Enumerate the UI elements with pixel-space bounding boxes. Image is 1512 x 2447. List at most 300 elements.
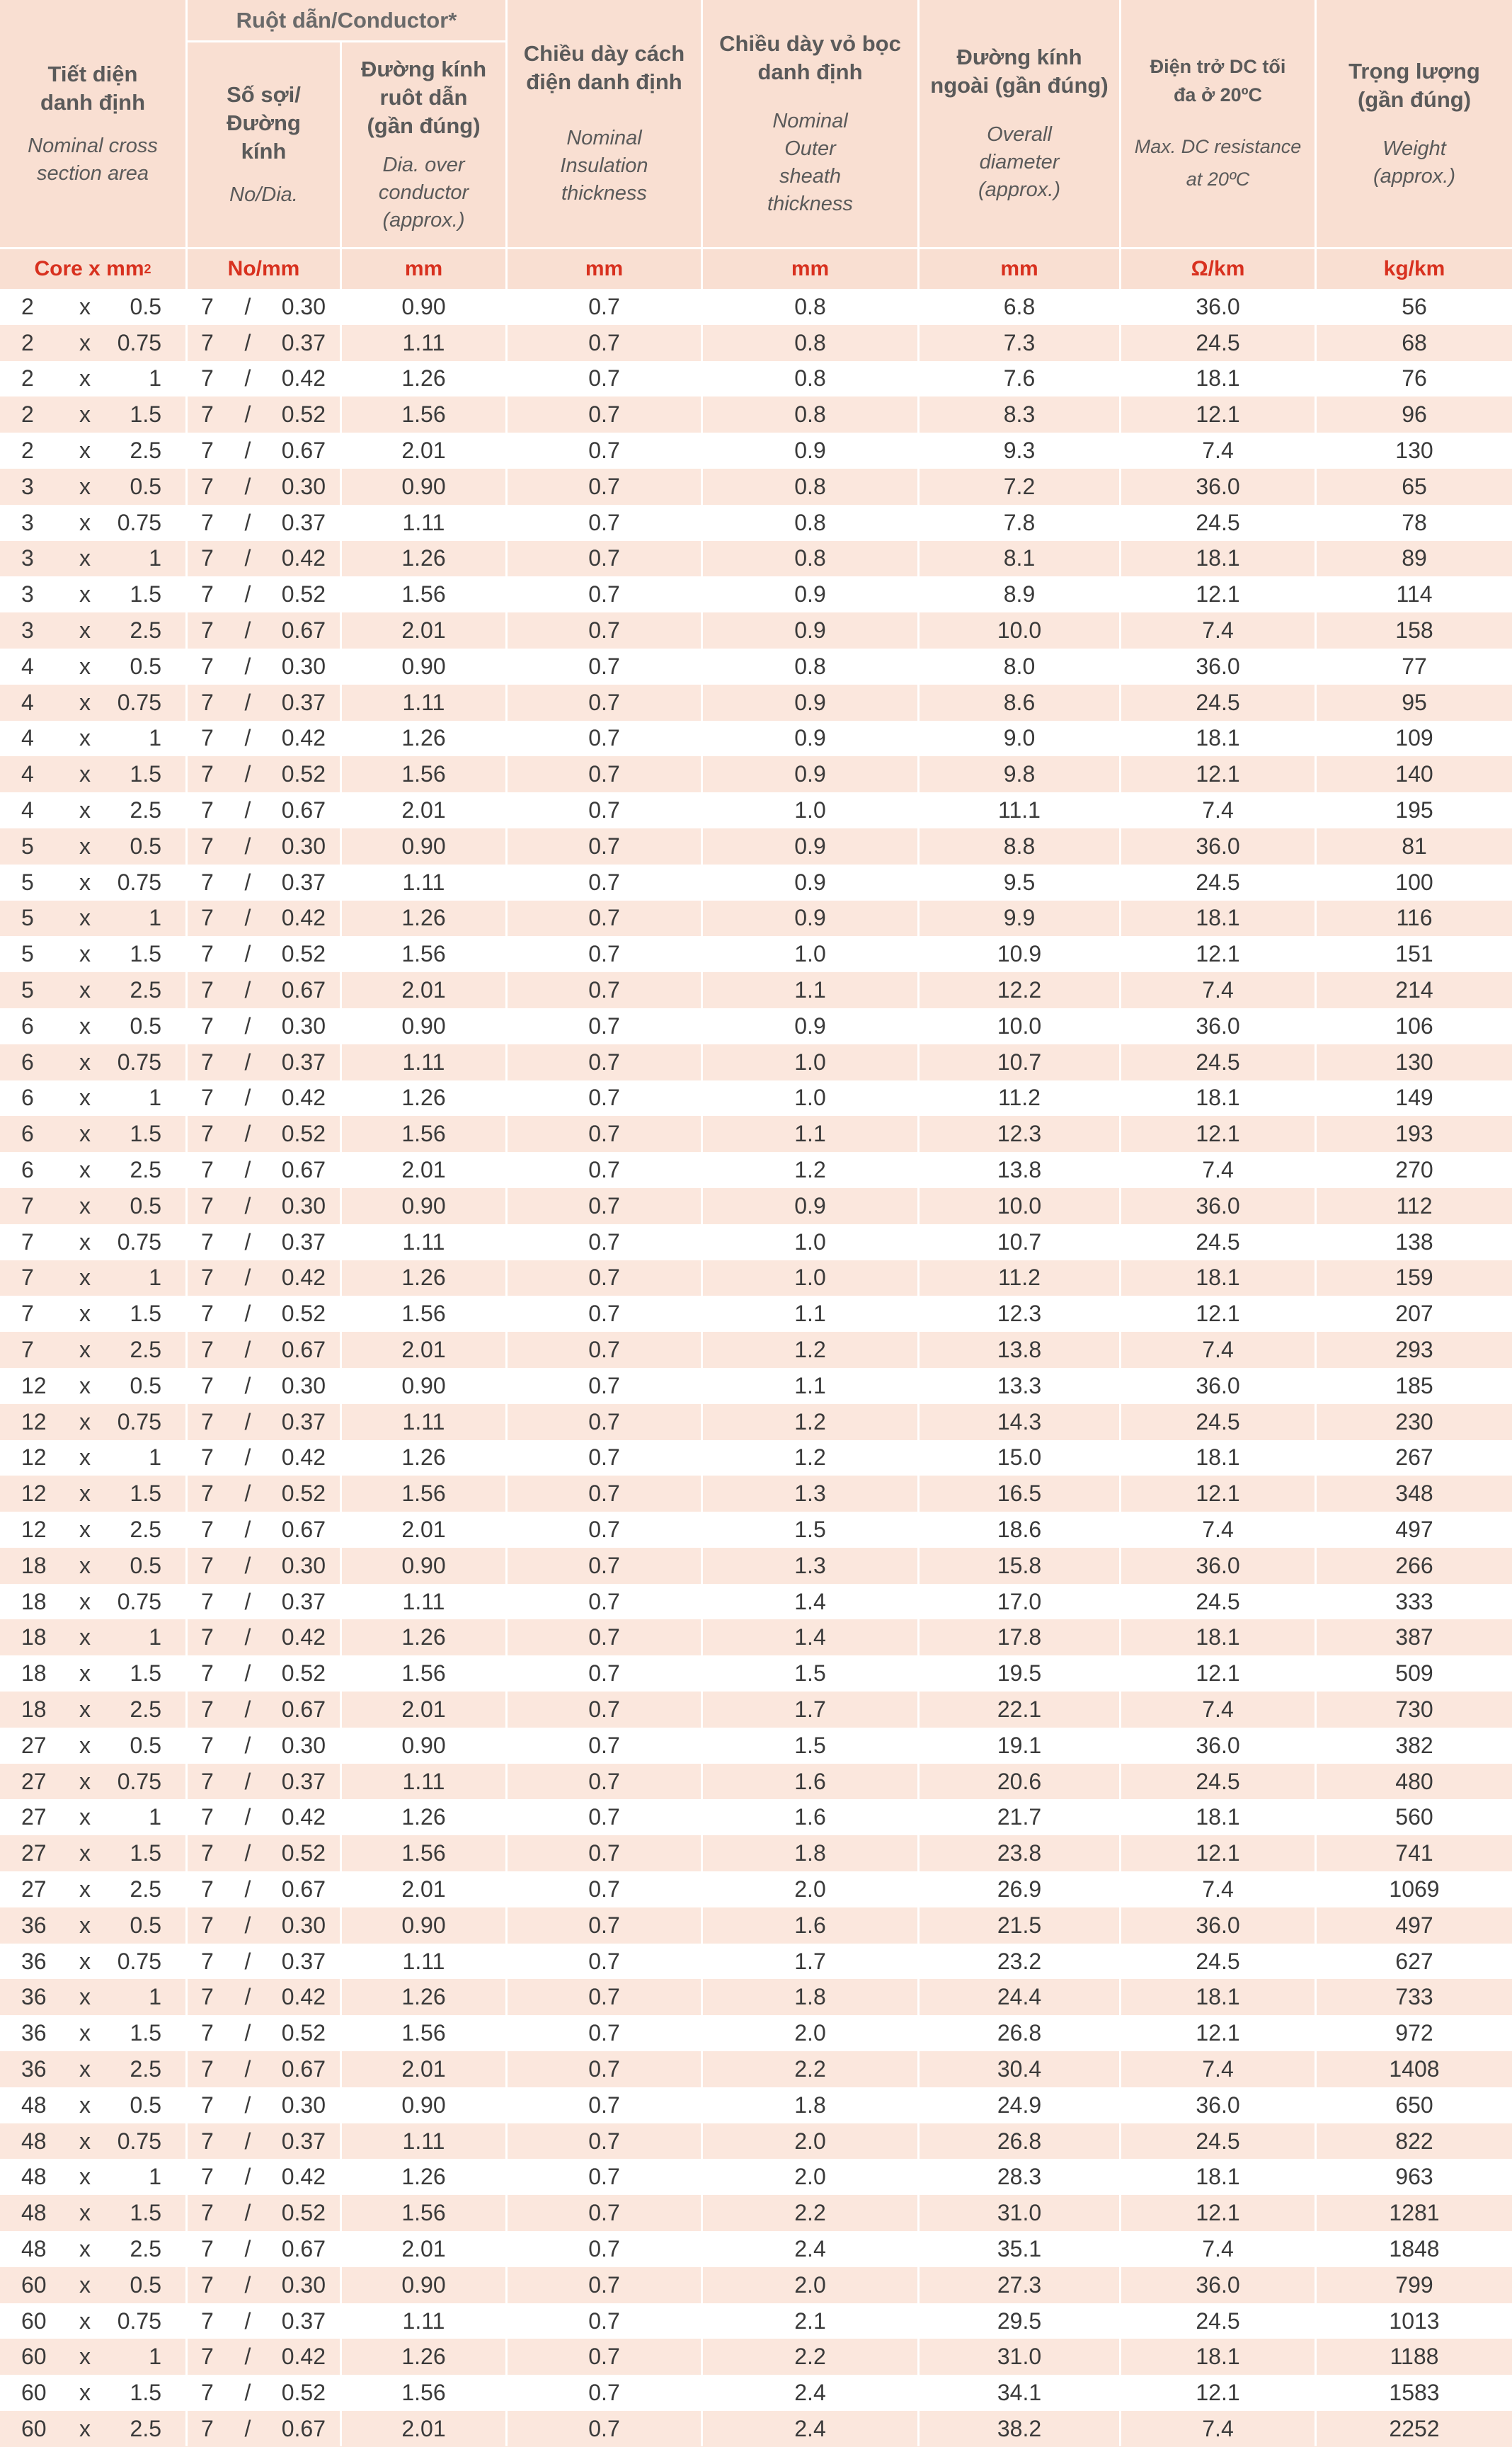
- cell-times-sign: x: [79, 1984, 91, 2010]
- cell-wire-dia: 0.37: [281, 329, 326, 355]
- table-row: [0, 1116, 1512, 1152]
- cell-sheath: 0.8: [794, 329, 826, 355]
- cell-insulation: 0.7: [588, 653, 620, 679]
- cell-resistance: 12.1: [1196, 2020, 1240, 2046]
- cell-conductor-dia: 1.26: [401, 1804, 446, 1830]
- cell-cores: 60: [21, 2344, 47, 2370]
- column-divider: [917, 289, 920, 2446]
- cell-cores: 4: [21, 653, 34, 679]
- cell-area: 0.75: [117, 1228, 161, 1255]
- cell-cores: 7: [21, 1337, 34, 1362]
- cell-resistance: 12.1: [1196, 401, 1240, 428]
- cell-sheath: 0.8: [794, 473, 826, 499]
- cell-slash: /: [244, 653, 251, 679]
- cell-conductor-dia: 1.11: [402, 329, 445, 355]
- unit-area-text: Core x mm: [34, 257, 144, 280]
- cell-weight: 1408: [1389, 2055, 1440, 2082]
- cell-area: 1.5: [130, 941, 161, 967]
- cell-wire-dia: 0.42: [281, 1984, 326, 2010]
- cell-resistance: 24.5: [1196, 2308, 1240, 2334]
- cell-overall-dia: 9.8: [1003, 761, 1036, 787]
- cell-weight: 560: [1395, 1804, 1433, 1830]
- cell-times-sign: x: [79, 1157, 91, 1183]
- cell-times-sign: x: [79, 617, 91, 644]
- cell-times-sign: x: [79, 1660, 91, 1687]
- cell-wire-dia: 0.42: [281, 1444, 326, 1471]
- cell-sheath: 1.1: [794, 977, 826, 1003]
- cell-area: 0.75: [117, 2308, 161, 2334]
- cell-wire-count: 7: [201, 1372, 214, 1398]
- cell-overall-dia: 12.3: [997, 1301, 1042, 1327]
- cell-wire-count: 7: [201, 438, 214, 464]
- cell-wire-dia: 0.30: [281, 833, 326, 859]
- cell-overall-dia: 13.3: [997, 1372, 1042, 1398]
- cell-wire-count: 7: [201, 2020, 214, 2046]
- cell-weight: 267: [1395, 1444, 1433, 1471]
- cell-cores: 48: [21, 2200, 47, 2226]
- cell-wire-dia: 0.37: [281, 1408, 326, 1434]
- header-overall-dia-en: Overall diameter (approx.): [978, 123, 1061, 201]
- cell-sheath: 1.7: [794, 1948, 826, 1974]
- cell-sheath: 2.4: [794, 2415, 826, 2441]
- cell-overall-dia: 12.2: [997, 977, 1042, 1003]
- cell-resistance: 18.1: [1196, 905, 1240, 931]
- cell-cores: 36: [21, 2055, 47, 2082]
- cell-insulation: 0.7: [588, 1768, 620, 1794]
- cell-insulation: 0.7: [588, 329, 620, 355]
- header-conductor-dia-vi: Đường kính ruôt dẫn (gần đúng): [360, 57, 487, 138]
- cell-slash: /: [244, 2164, 251, 2190]
- cell-overall-dia: 17.0: [997, 1588, 1042, 1614]
- cell-conductor-dia: 1.56: [401, 1660, 446, 1687]
- table-row: [0, 972, 1512, 1008]
- cell-slash: /: [244, 1408, 251, 1434]
- cell-wire-count: 7: [201, 581, 214, 608]
- unit-conductor-dia: mm: [404, 257, 443, 280]
- cell-weight: 2252: [1389, 2415, 1440, 2441]
- table-row: [0, 1835, 1512, 1871]
- cell-slash: /: [244, 2235, 251, 2261]
- cell-insulation: 0.7: [588, 1876, 620, 1902]
- cell-times-sign: x: [79, 473, 91, 499]
- cell-weight: 270: [1395, 1157, 1433, 1183]
- table-row: [0, 1692, 1512, 1728]
- cell-slash: /: [244, 1804, 251, 1830]
- cell-cores: 2: [21, 401, 34, 428]
- cell-slash: /: [244, 545, 251, 571]
- cell-overall-dia: 15.0: [997, 1444, 1042, 1471]
- cell-cores: 36: [21, 1948, 47, 1974]
- cell-weight: 497: [1395, 1516, 1433, 1542]
- header-insulation-en: Nominal Insulation thickness: [560, 127, 648, 205]
- cell-insulation: 0.7: [588, 905, 620, 931]
- cell-slash: /: [244, 1840, 251, 1866]
- cell-weight: 149: [1395, 1085, 1433, 1111]
- cell-area: 1: [149, 905, 161, 931]
- column-divider: [340, 289, 342, 2446]
- cell-weight: 293: [1395, 1337, 1433, 1362]
- cell-cores: 5: [21, 833, 34, 859]
- cell-conductor-dia: 1.26: [401, 1444, 446, 1471]
- cell-slash: /: [244, 1624, 251, 1650]
- cell-overall-dia: 10.7: [997, 1049, 1042, 1075]
- cell-wire-dia: 0.67: [281, 617, 326, 644]
- cell-wire-count: 7: [201, 1049, 214, 1075]
- cell-wire-count: 7: [201, 1157, 214, 1183]
- cell-area: 1.5: [130, 2380, 161, 2406]
- cell-resistance: 18.1: [1196, 2344, 1240, 2370]
- cell-cores: 36: [21, 1984, 47, 2010]
- cell-cores: 5: [21, 941, 34, 967]
- cell-weight: 348: [1395, 1481, 1433, 1507]
- cell-cores: 2: [21, 293, 34, 319]
- cell-resistance: 12.1: [1196, 941, 1240, 967]
- cell-overall-dia: 11.2: [998, 1085, 1041, 1111]
- cell-cores: 60: [21, 2415, 47, 2441]
- cell-weight: 650: [1395, 2092, 1433, 2118]
- cell-area: 1: [149, 1624, 161, 1650]
- cell-wire-count: 7: [201, 1948, 214, 1974]
- cell-sheath: 0.8: [794, 509, 826, 535]
- cell-wire-dia: 0.30: [281, 653, 326, 679]
- cell-conductor-dia: 1.11: [402, 869, 445, 895]
- cell-conductor-dia: 0.90: [401, 1552, 446, 1578]
- cell-cores: 3: [21, 581, 34, 608]
- cell-weight: 333: [1395, 1588, 1433, 1614]
- cell-wire-dia: 0.30: [281, 1912, 326, 1938]
- cell-wire-count: 7: [201, 2200, 214, 2226]
- cell-wire-dia: 0.67: [281, 1696, 326, 1722]
- cell-slash: /: [244, 725, 251, 751]
- cell-times-sign: x: [79, 977, 91, 1003]
- cell-insulation: 0.7: [588, 1481, 620, 1507]
- cell-sheath: 0.9: [794, 833, 826, 859]
- cell-weight: 100: [1395, 869, 1433, 895]
- cell-area: 1.5: [130, 581, 161, 608]
- cell-times-sign: x: [79, 1840, 91, 1866]
- cell-conductor-dia: 0.90: [401, 2271, 446, 2298]
- table-row: [0, 1044, 1512, 1080]
- cell-cores: 27: [21, 1768, 47, 1794]
- cell-sheath: 2.0: [794, 2128, 826, 2154]
- cell-slash: /: [244, 1876, 251, 1902]
- cell-area: 2.5: [130, 1337, 161, 1362]
- header-overall-dia: [920, 0, 1119, 247]
- cell-conductor-dia: 1.11: [402, 1049, 445, 1075]
- cell-area: 0.75: [117, 689, 161, 715]
- cell-conductor-dia: 1.26: [401, 905, 446, 931]
- cell-cores: 27: [21, 1876, 47, 1902]
- cell-wire-count: 7: [201, 1085, 214, 1111]
- cell-weight: 822: [1395, 2128, 1433, 2154]
- cell-wire-dia: 0.37: [281, 1948, 326, 1974]
- cell-times-sign: x: [79, 1768, 91, 1794]
- cell-insulation: 0.7: [588, 2415, 620, 2441]
- cell-insulation: 0.7: [588, 401, 620, 428]
- cell-insulation: 0.7: [588, 2092, 620, 2118]
- cell-resistance: 24.5: [1196, 1049, 1240, 1075]
- cell-wire-dia: 0.52: [281, 1840, 326, 1866]
- cell-slash: /: [244, 1085, 251, 1111]
- cell-cores: 36: [21, 2020, 47, 2046]
- cell-wire-count: 7: [201, 1984, 214, 2010]
- cell-insulation: 0.7: [588, 797, 620, 823]
- cell-slash: /: [244, 1984, 251, 2010]
- cell-resistance: 7.4: [1202, 2415, 1234, 2441]
- cell-slash: /: [244, 1301, 251, 1327]
- table-row: [0, 1368, 1512, 1404]
- cell-sheath: 0.9: [794, 905, 826, 931]
- cell-area: 0.75: [117, 1948, 161, 1974]
- cell-conductor-dia: 1.11: [402, 689, 445, 715]
- cell-overall-dia: 13.8: [997, 1157, 1042, 1183]
- cell-area: 2.5: [130, 797, 161, 823]
- cell-area: 1.5: [130, 2200, 161, 2226]
- cell-cores: 48: [21, 2164, 47, 2190]
- cell-overall-dia: 7.8: [1003, 509, 1036, 535]
- table-row: [0, 1440, 1512, 1476]
- cell-sheath: 1.2: [794, 1337, 826, 1362]
- table-row: [0, 1224, 1512, 1260]
- cell-conductor-dia: 1.26: [401, 2344, 446, 2370]
- cell-slash: /: [244, 1157, 251, 1183]
- header-nominal-area-vi: Tiết diện danh định: [40, 61, 146, 115]
- cell-wire-dia: 0.52: [281, 2380, 326, 2406]
- cell-weight: 733: [1395, 1984, 1433, 2010]
- cell-wire-count: 7: [201, 365, 214, 392]
- cell-overall-dia: 21.5: [997, 1912, 1042, 1938]
- cell-insulation: 0.7: [588, 509, 620, 535]
- cell-slash: /: [244, 2128, 251, 2154]
- column-divider: [1119, 289, 1121, 2446]
- cell-sheath: 0.8: [794, 293, 826, 319]
- header-no-dia: [188, 42, 340, 247]
- cell-sheath: 1.2: [794, 1444, 826, 1471]
- cell-insulation: 0.7: [588, 1301, 620, 1327]
- cell-area: 1: [149, 1804, 161, 1830]
- cell-slash: /: [244, 2415, 251, 2441]
- cell-times-sign: x: [79, 2344, 91, 2370]
- cell-insulation: 0.7: [588, 1444, 620, 1471]
- table-row: [0, 433, 1512, 469]
- cell-times-sign: x: [79, 1121, 91, 1147]
- cell-slash: /: [244, 2308, 251, 2334]
- cell-slash: /: [244, 473, 251, 499]
- cell-resistance: 36.0: [1196, 1192, 1240, 1219]
- cell-cores: 6: [21, 1049, 34, 1075]
- cell-sheath: 1.7: [794, 1696, 826, 1722]
- cell-insulation: 0.7: [588, 869, 620, 895]
- cell-resistance: 7.4: [1202, 1876, 1234, 1902]
- cell-wire-dia: 0.67: [281, 2415, 326, 2441]
- cell-resistance: 12.1: [1196, 1481, 1240, 1507]
- header-weight-vi: Trọng lượng (gần đúng): [1348, 58, 1480, 112]
- cell-sheath: 0.9: [794, 725, 826, 751]
- cell-insulation: 0.7: [588, 1408, 620, 1434]
- cell-sheath: 1.1: [794, 1121, 826, 1147]
- cell-conductor-dia: 2.01: [401, 1516, 446, 1542]
- table-row: [0, 2339, 1512, 2375]
- cell-weight: 1013: [1389, 2308, 1440, 2334]
- cell-cores: 2: [21, 365, 34, 392]
- cell-times-sign: x: [79, 1301, 91, 1327]
- cell-conductor-dia: 1.56: [401, 581, 446, 608]
- cell-insulation: 0.7: [588, 689, 620, 715]
- cell-overall-dia: 30.4: [997, 2055, 1042, 2082]
- cell-cores: 27: [21, 1732, 47, 1758]
- cell-conductor-dia: 0.90: [401, 653, 446, 679]
- cell-wire-dia: 0.42: [281, 365, 326, 392]
- cell-weight: 158: [1395, 617, 1433, 644]
- cell-resistance: 12.1: [1196, 581, 1240, 608]
- cell-wire-count: 7: [201, 689, 214, 715]
- cell-times-sign: x: [79, 401, 91, 428]
- cell-weight: 77: [1402, 653, 1427, 679]
- cell-slash: /: [244, 1768, 251, 1794]
- cell-insulation: 0.7: [588, 1984, 620, 2010]
- cell-slash: /: [244, 905, 251, 931]
- cell-sheath: 0.8: [794, 545, 826, 571]
- cell-times-sign: x: [79, 545, 91, 571]
- cell-resistance: 18.1: [1196, 1085, 1240, 1111]
- cell-wire-dia: 0.67: [281, 2055, 326, 2082]
- cell-slash: /: [244, 2200, 251, 2226]
- cell-wire-count: 7: [201, 1228, 214, 1255]
- cell-conductor-dia: 1.56: [401, 941, 446, 967]
- cell-slash: /: [244, 1337, 251, 1362]
- table-row: [0, 1476, 1512, 1512]
- cell-resistance: 12.1: [1196, 1301, 1240, 1327]
- cell-conductor-dia: 1.11: [402, 1768, 445, 1794]
- cell-sheath: 1.0: [794, 1228, 826, 1255]
- cell-insulation: 0.7: [588, 365, 620, 392]
- cell-times-sign: x: [79, 1552, 91, 1578]
- cell-conductor-dia: 1.56: [401, 2380, 446, 2406]
- cell-times-sign: x: [79, 1948, 91, 1974]
- cell-resistance: 36.0: [1196, 2271, 1240, 2298]
- cell-overall-dia: 10.0: [997, 1013, 1042, 1039]
- cell-wire-count: 7: [201, 1912, 214, 1938]
- table-row: [0, 2267, 1512, 2303]
- cell-resistance: 7.4: [1202, 977, 1234, 1003]
- cell-times-sign: x: [79, 581, 91, 608]
- cell-slash: /: [244, 1516, 251, 1542]
- cell-insulation: 0.7: [588, 2235, 620, 2261]
- cell-cores: 48: [21, 2092, 47, 2118]
- cell-slash: /: [244, 1660, 251, 1687]
- cell-wire-count: 7: [201, 1552, 214, 1578]
- cell-resistance: 12.1: [1196, 1121, 1240, 1147]
- cell-overall-dia: 23.2: [997, 1948, 1042, 1974]
- cell-insulation: 0.7: [588, 1588, 620, 1614]
- cell-wire-dia: 0.52: [281, 581, 326, 608]
- cell-slash: /: [244, 869, 251, 895]
- cell-wire-dia: 0.52: [281, 941, 326, 967]
- cell-cores: 48: [21, 2235, 47, 2261]
- cell-area: 2.5: [130, 438, 161, 464]
- cell-overall-dia: 8.3: [1003, 401, 1036, 428]
- table-row: [0, 685, 1512, 721]
- cell-wire-count: 7: [201, 1768, 214, 1794]
- cell-area: 1: [149, 2164, 161, 2190]
- header-conductor-dia-en: Dia. over conductor (approx.): [378, 154, 469, 232]
- cell-area: 0.5: [130, 653, 161, 679]
- header-divider: [701, 0, 703, 289]
- cell-slash: /: [244, 1948, 251, 1974]
- cell-wire-dia: 0.67: [281, 797, 326, 823]
- cell-overall-dia: 31.0: [997, 2200, 1042, 2226]
- cell-cores: 12: [21, 1408, 47, 1434]
- cell-times-sign: x: [79, 725, 91, 751]
- table-row: [0, 2123, 1512, 2160]
- cell-weight: 116: [1396, 905, 1433, 931]
- table-row: [0, 541, 1512, 577]
- cell-area: 2.5: [130, 1516, 161, 1542]
- cell-slash: /: [244, 1228, 251, 1255]
- cell-conductor-dia: 1.56: [401, 1840, 446, 1866]
- cell-overall-dia: 15.8: [997, 1552, 1042, 1578]
- cell-area: 1.5: [130, 1840, 161, 1866]
- cell-cores: 60: [21, 2308, 47, 2334]
- cell-wire-count: 7: [201, 2271, 214, 2298]
- cell-overall-dia: 19.5: [997, 1660, 1042, 1687]
- cell-area: 0.5: [130, 1372, 161, 1398]
- cell-times-sign: x: [79, 1732, 91, 1758]
- cell-sheath: 1.1: [794, 1301, 826, 1327]
- cell-times-sign: x: [79, 653, 91, 679]
- cell-overall-dia: 8.9: [1003, 581, 1036, 608]
- table-row: [0, 1548, 1512, 1584]
- cell-weight: 266: [1395, 1552, 1433, 1578]
- cell-overall-dia: 35.1: [997, 2235, 1042, 2261]
- header-overall-dia-vi: Đường kính ngoài (gần đúng): [930, 45, 1109, 98]
- cell-overall-dia: 7.2: [1003, 473, 1036, 499]
- cell-times-sign: x: [79, 1085, 91, 1111]
- table-row: [0, 936, 1512, 972]
- table-row: [0, 289, 1512, 325]
- cell-wire-count: 7: [201, 2415, 214, 2441]
- cell-conductor-dia: 1.11: [402, 509, 445, 535]
- cell-wire-count: 7: [201, 2128, 214, 2154]
- cell-wire-count: 7: [201, 1444, 214, 1471]
- cell-weight: 106: [1395, 1013, 1433, 1039]
- table-row: [0, 1619, 1512, 1655]
- cell-weight: 382: [1395, 1732, 1433, 1758]
- cell-resistance: 24.5: [1196, 2128, 1240, 2154]
- cell-area: 0.5: [130, 1912, 161, 1938]
- cell-resistance: 7.4: [1202, 2235, 1234, 2261]
- cell-area: 1: [149, 1085, 161, 1111]
- cell-insulation: 0.7: [588, 1121, 620, 1147]
- cell-slash: /: [244, 581, 251, 608]
- cell-cores: 4: [21, 689, 34, 715]
- table-row: [0, 1008, 1512, 1044]
- cell-area: 0.75: [117, 1768, 161, 1794]
- cell-weight: 509: [1395, 1660, 1433, 1687]
- cell-area: 0.75: [117, 1049, 161, 1075]
- cell-overall-dia: 16.5: [997, 1481, 1042, 1507]
- table-row: [0, 865, 1512, 901]
- cell-weight: 81: [1402, 833, 1427, 859]
- cell-weight: 497: [1395, 1912, 1433, 1938]
- cell-slash: /: [244, 2271, 251, 2298]
- cell-slash: /: [244, 797, 251, 823]
- cell-area: 0.5: [130, 1192, 161, 1219]
- cell-insulation: 0.7: [588, 545, 620, 571]
- cell-cores: 6: [21, 1121, 34, 1147]
- cell-conductor-dia: 1.11: [402, 2308, 445, 2334]
- cell-cores: 60: [21, 2380, 47, 2406]
